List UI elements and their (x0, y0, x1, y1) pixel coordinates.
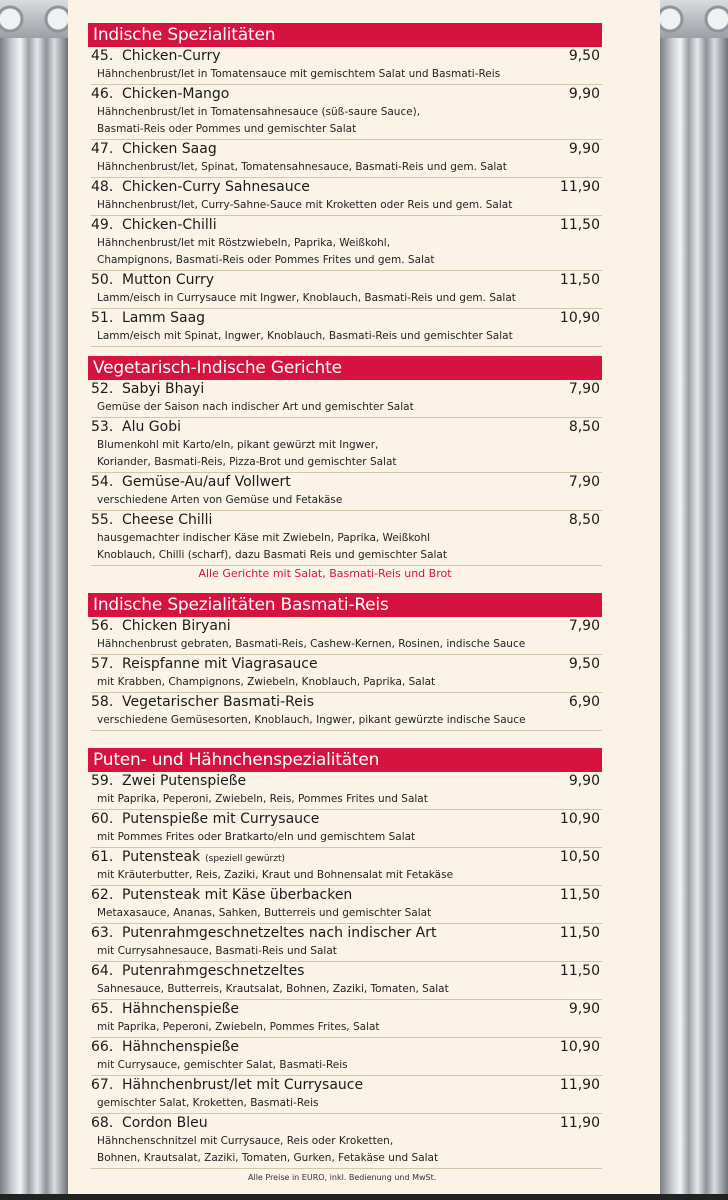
menu-item-header (91, 1038, 602, 1057)
item-price: 11,90 (559, 1115, 600, 1131)
menu-item (91, 617, 602, 655)
item-name-text: Chicken-Chilli (122, 217, 217, 233)
menu-item-header (91, 473, 602, 492)
section-vegetarisch (88, 356, 602, 582)
item-price: 7,90 (568, 381, 600, 397)
item-number: 55. (91, 512, 114, 528)
section-items (88, 772, 602, 1169)
item-divider (91, 346, 602, 347)
item-price: 9,90 (568, 86, 600, 102)
item-price: 11,90 (559, 179, 600, 195)
menu-item-header (91, 309, 602, 328)
menu-item (91, 85, 602, 140)
item-number: 59. (91, 773, 114, 789)
menu-item (91, 655, 602, 693)
menu-item (91, 1114, 602, 1169)
item-number: 65. (91, 1001, 114, 1017)
item-description: Sahnesauce, Butterreis, Krautsalat, Bohnen, Zaziki, Tomaten, Salat (97, 983, 449, 995)
menu-item (91, 1076, 602, 1114)
item-name (122, 309, 540, 328)
item-name (122, 216, 540, 235)
price-footnote: Alle Preise in EURO, inkl. Bedienung und MwSt. (248, 1173, 437, 1182)
item-number: 56. (91, 618, 114, 634)
item-name-text: Hähnchenspieße (122, 1039, 240, 1055)
menu-item-header (91, 655, 602, 674)
item-name (122, 140, 540, 159)
item-price: 11,50 (559, 963, 600, 979)
item-name (122, 1114, 540, 1133)
section-title: Indische Spezialitäten (88, 23, 602, 47)
column-capital (654, 0, 728, 38)
item-description: Hähnchenbrust/let mit Röstzwiebeln, Paprika, Weißkohl, (97, 237, 391, 249)
menu-item (91, 309, 602, 347)
item-name (122, 962, 540, 981)
item-number: 54. (91, 474, 114, 490)
item-number: 53. (91, 419, 114, 435)
item-price: 6,90 (568, 694, 600, 710)
item-price: 11,50 (559, 217, 600, 233)
menu-item-header (91, 1114, 602, 1133)
item-description: verschiedene Gemüsesorten, Knoblauch, Ingwer, pikant gewürzte indische Sauce (97, 714, 526, 726)
menu-item-header (91, 140, 602, 159)
item-name-text: Vegetarischer Basmati-Reis (122, 694, 315, 710)
menu-item (91, 271, 602, 309)
item-name-text: Cordon Bleu (122, 1115, 208, 1131)
item-description: Bohnen, Krautsalat, Zaziki, Tomaten, Gurken, Fetakäse und Salat (97, 1152, 439, 1164)
item-name-text: Putenspieße mit Currysauce (122, 811, 320, 827)
item-number: 62. (91, 887, 114, 903)
section-title: Vegetarisch-Indische Gerichte (88, 356, 602, 380)
item-price: 9,90 (568, 141, 600, 157)
item-description: gemischter Salat, Kroketten, Basmati-Reis (97, 1097, 319, 1109)
menu-item-header (91, 1076, 602, 1095)
item-name-text: Alu Gobi (122, 419, 181, 435)
item-description: Hähnchenbrust/let, Spinat, Tomatensahnesauce, Basmati-Reis und gem. Salat (97, 161, 507, 173)
menu-item (91, 1038, 602, 1076)
section-indische-spezialitaeten (88, 23, 602, 347)
item-name (122, 1000, 540, 1019)
item-description: Hähnchenbrust/let, Curry-Sahne-Sauce mit Kroketten oder Reis und gem. Salat (97, 199, 513, 211)
menu-item-header (91, 962, 602, 981)
column-capital (0, 0, 74, 38)
left-column-decoration (0, 0, 68, 1200)
menu-item-header (91, 511, 602, 530)
item-number: 57. (91, 656, 114, 672)
item-name-text: Hähnchenbrust/let mit Currysauce (122, 1077, 364, 1093)
item-divider (91, 730, 602, 731)
item-number: 60. (91, 811, 114, 827)
item-number: 48. (91, 179, 114, 195)
item-name (122, 772, 540, 791)
item-name-text: Hähnchenspieße (122, 1001, 240, 1017)
item-number: 46. (91, 86, 114, 102)
item-description: mit Currysahnesauce, Basmati-Reis und Salat (97, 945, 337, 957)
item-name (122, 886, 540, 905)
item-name (122, 178, 540, 197)
item-price: 10,90 (559, 310, 600, 326)
menu-item (91, 380, 602, 418)
menu-item-header (91, 47, 602, 66)
item-price: 10,90 (559, 811, 600, 827)
menu-item-header (91, 886, 602, 905)
item-name-text: Chicken Saag (122, 141, 217, 157)
item-number: 66. (91, 1039, 114, 1055)
menu-item-header (91, 85, 602, 104)
item-price: 9,50 (568, 48, 600, 64)
section-items (88, 47, 602, 347)
item-description: mit Pommes Frites oder Bratkarto/eln und gemischtem Salat (97, 831, 416, 843)
item-description: mit Paprika, Peperoni, Zwiebeln, Pommes Frites, Salat (97, 1021, 380, 1033)
item-name-text: Putensteak (122, 849, 201, 865)
menu-item-header (91, 271, 602, 290)
item-price: 8,50 (568, 512, 600, 528)
item-description: Lamm/eisch mit Spinat, Ingwer, Knoblauch, Basmati-Reis und gemischter Salat (97, 330, 513, 342)
item-number: 49. (91, 217, 114, 233)
menu-item (91, 848, 602, 886)
item-name-text: Chicken-Mango (122, 86, 230, 102)
item-name-text: Zwei Putenspieße (122, 773, 247, 789)
section-basmati-reis (88, 593, 602, 731)
item-name-text: Chicken Biryani (122, 618, 231, 634)
item-number: 64. (91, 963, 114, 979)
item-price: 9,90 (568, 773, 600, 789)
item-description: verschiedene Arten von Gemüse und Fetakäse (97, 494, 343, 506)
section-items (88, 380, 602, 566)
item-name (122, 473, 540, 492)
item-number: 68. (91, 1115, 114, 1131)
menu-item-header (91, 810, 602, 829)
menu-item (91, 140, 602, 178)
item-number: 61. (91, 849, 114, 865)
item-number: 63. (91, 925, 114, 941)
menu-item-header (91, 178, 602, 197)
item-price: 9,90 (568, 1001, 600, 1017)
item-name-text: Putensteak mit Käse überbacken (122, 887, 353, 903)
section-title: Indische Spezialitäten Basmati-Reis (88, 593, 602, 617)
item-name-note: (speziell gewürzt) (205, 854, 285, 864)
item-description: Gemüse der Saison nach indischer Art und gemischter Salat (97, 401, 414, 413)
menu-item (91, 178, 602, 216)
item-divider (91, 565, 602, 566)
item-name (122, 848, 540, 867)
item-name (122, 47, 540, 66)
menu-item (91, 47, 602, 85)
item-price: 11,50 (559, 272, 600, 288)
item-price: 7,90 (568, 474, 600, 490)
item-name-text: Chicken-Curry Sahnesauce (122, 179, 310, 195)
item-price: 7,90 (568, 618, 600, 634)
menu-item-header (91, 216, 602, 235)
item-description: Hähnchenbrust gebraten, Basmati-Reis, Cashew-Kernen, Rosinen, indische Sauce (97, 638, 526, 650)
menu-item (91, 810, 602, 848)
menu-item-header (91, 1000, 602, 1019)
right-column-decoration (660, 0, 728, 1200)
menu-item-header (91, 924, 602, 943)
item-description: Hähnchenbrust/let in Tomatensauce mit gemischtem Salat und Basmati-Reis (97, 68, 501, 80)
menu-item (91, 511, 602, 566)
item-number: 47. (91, 141, 114, 157)
item-description: Lamm/eisch in Currysauce mit Ingwer, Knoblauch, Basmati-Reis und gem. Salat (97, 292, 516, 304)
item-number: 45. (91, 48, 114, 64)
item-description: Koriander, Basmati-Reis, Pizza-Brot und gemischter Salat (97, 456, 397, 468)
item-description: Blumenkohl mit Karto/eln, pikant gewürzt mit Ingwer, (97, 439, 379, 451)
item-description: mit Currysauce, gemischter Salat, Basmati-Reis (97, 1059, 348, 1071)
menu-item-header (91, 418, 602, 437)
item-price: 9,50 (568, 656, 600, 672)
item-name-text: Chicken-Curry (122, 48, 221, 64)
item-name-text: Putenrahmgeschnetzeltes nach indischer Art (122, 925, 437, 941)
item-price: 11,90 (559, 1077, 600, 1093)
item-price: 11,50 (559, 925, 600, 941)
item-name (122, 693, 540, 712)
item-description: mit Krabben, Champignons, Zwiebeln, Knoblauch, Paprika, Salat (97, 676, 436, 688)
menu-item-header (91, 380, 602, 399)
section-items (88, 617, 602, 731)
item-name-text: Reispfanne mit Viagrasauce (122, 656, 318, 672)
item-price: 11,50 (559, 887, 600, 903)
item-name (122, 1038, 540, 1057)
item-name (122, 655, 540, 674)
item-name (122, 810, 540, 829)
section-note: Alle Gerichte mit Salat, Basmati-Reis und Brot (198, 567, 452, 580)
item-description: mit Kräuterbutter, Reis, Zaziki, Kraut und Bohnensalat mit Fetakäse (97, 869, 454, 881)
item-name (122, 924, 540, 943)
menu-item (91, 886, 602, 924)
menu-item-header (91, 848, 602, 867)
item-name-text: Cheese Chilli (122, 512, 213, 528)
menu-item-header (91, 617, 602, 636)
item-name (122, 1076, 540, 1095)
menu-item (91, 772, 602, 810)
item-description: mit Paprika, Peperoni, Zwiebeln, Reis, Pommes Frites und Salat (97, 793, 428, 805)
item-divider (91, 1168, 602, 1169)
item-name (122, 617, 540, 636)
item-name-text: Sabyi Bhayi (122, 381, 205, 397)
item-description: Hähnchenbrust/let in Tomatensahnesauce (süß-saure Sauce), (97, 106, 421, 118)
item-description: Hähnchenschnitzel mit Currysauce, Reis oder Kroketten, (97, 1135, 394, 1147)
item-number: 58. (91, 694, 114, 710)
item-number: 51. (91, 310, 114, 326)
item-name (122, 271, 540, 290)
item-description: Knoblauch, Chilli (scharf), dazu Basmati Reis und gemischter Salat (97, 549, 447, 561)
menu-item (91, 216, 602, 271)
menu-item-header (91, 693, 602, 712)
bottom-bar (0, 1194, 728, 1200)
item-name-text: Lamm Saag (122, 310, 206, 326)
item-description: hausgemachter indischer Käse mit Zwiebeln, Paprika, Weißkohl (97, 532, 431, 544)
item-description: Basmati-Reis oder Pommes und gemischter Salat (97, 123, 357, 135)
item-name-text: Mutton Curry (122, 272, 215, 288)
menu-item-header (91, 772, 602, 791)
item-price: 10,90 (559, 1039, 600, 1055)
section-puten-haehnchen (88, 748, 602, 1169)
item-name (122, 511, 540, 530)
section-title: Puten- und Hähnchenspezialitäten (88, 748, 602, 772)
item-name (122, 418, 540, 437)
item-description: Metaxasauce, Ananas, Sahken, Butterreis und gemischter Salat (97, 907, 432, 919)
item-price: 8,50 (568, 419, 600, 435)
menu-item (91, 693, 602, 731)
item-name (122, 85, 540, 104)
item-number: 50. (91, 272, 114, 288)
item-name (122, 380, 540, 399)
menu-item (91, 962, 602, 1000)
item-description: Champignons, Basmati-Reis oder Pommes Frites und gem. Salat (97, 254, 435, 266)
menu-item (91, 418, 602, 473)
menu-item (91, 924, 602, 962)
item-number: 52. (91, 381, 114, 397)
item-number: 67. (91, 1077, 114, 1093)
item-name-text: Gemüse-Au/auf Vollwert (122, 474, 291, 490)
menu-item (91, 473, 602, 511)
menu-item (91, 1000, 602, 1038)
item-name-text: Putenrahmgeschnetzeltes (122, 963, 305, 979)
item-price: 10,50 (559, 849, 600, 865)
